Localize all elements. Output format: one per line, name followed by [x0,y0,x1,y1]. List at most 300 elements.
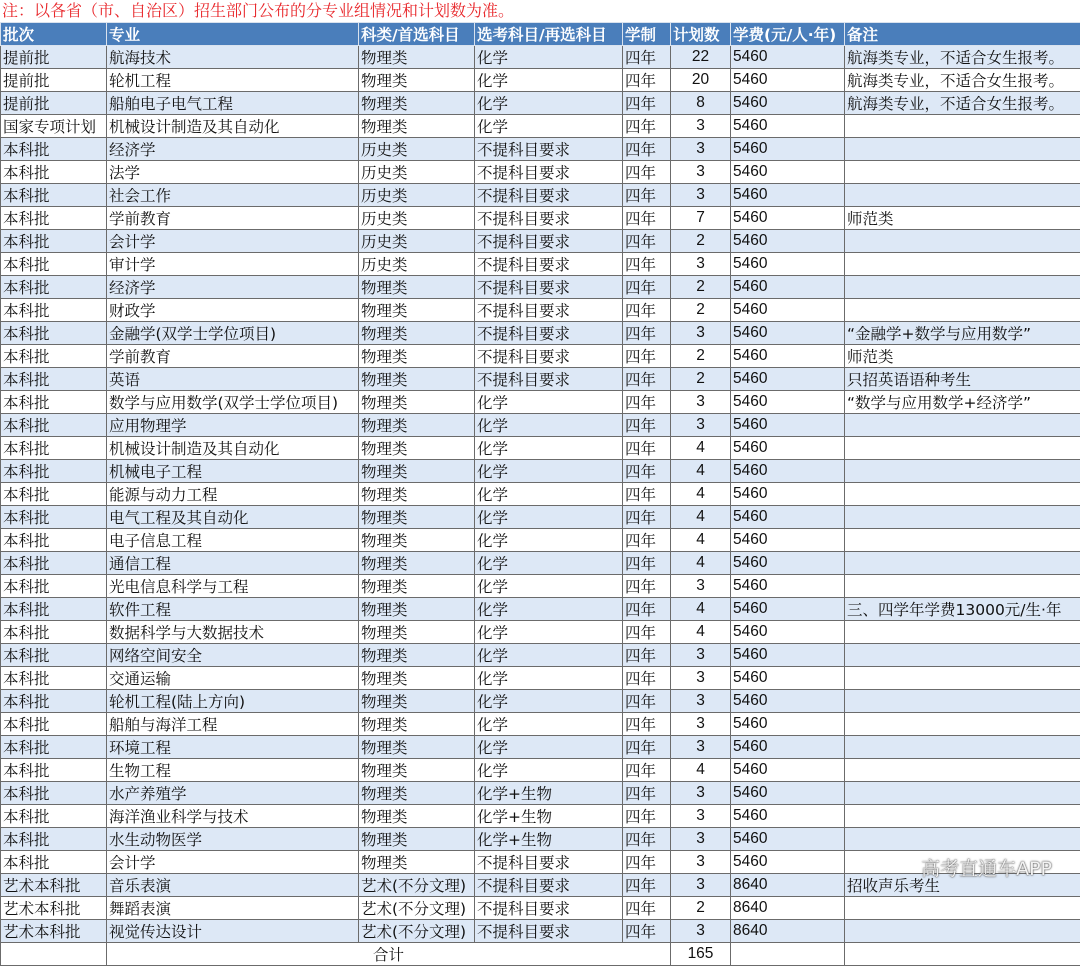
cell-elective-subjects: 化学 [475,736,623,759]
cell-major: 光电信息科学与工程 [107,575,359,598]
cell-batch: 本科批 [1,782,107,805]
cell-remarks: 师范类 [845,345,1080,368]
cell-remarks [845,667,1080,690]
cell-remarks [845,414,1080,437]
table-row [1,322,1080,345]
cell-duration: 四年 [623,529,671,552]
cell-batch: 提前批 [1,46,107,69]
table-row [1,529,1080,552]
table-row [1,414,1080,437]
cell-major: 轮机工程 [107,69,359,92]
total-row [1,943,1080,966]
cell-tuition: 5460 [731,598,845,621]
cell-batch: 本科批 [1,621,107,644]
cell-plan-count: 3 [671,414,731,437]
cell-elective-subjects: 化学+生物 [475,782,623,805]
cell-batch: 提前批 [1,69,107,92]
cell-duration: 四年 [623,782,671,805]
cell-subject-category: 历史类 [359,253,475,276]
cell-tuition: 5460 [731,552,845,575]
cell-elective-subjects: 化学 [475,391,623,414]
cell-plan-count: 4 [671,621,731,644]
cell-tuition: 5460 [731,161,845,184]
cell-batch: 本科批 [1,575,107,598]
cell-elective-subjects: 不提科目要求 [475,161,623,184]
cell-subject-category: 物理类 [359,644,475,667]
cell-remarks [845,552,1080,575]
column-header-major: 专业 [107,23,359,46]
cell-tuition: 5460 [731,138,845,161]
cell-batch: 本科批 [1,391,107,414]
table-row [1,437,1080,460]
column-header-tuition: 学费(元/人·年) [731,23,845,46]
cell-subject-category: 物理类 [359,529,475,552]
cell-duration: 四年 [623,138,671,161]
cell-major: 机械设计制造及其自动化 [107,437,359,460]
cell-elective-subjects: 化学 [475,667,623,690]
cell-plan-count: 20 [671,69,731,92]
cell-duration: 四年 [623,506,671,529]
cell-plan-count: 3 [671,253,731,276]
cell-major: 网络空间安全 [107,644,359,667]
cell-plan-count: 3 [671,322,731,345]
table-row [1,598,1080,621]
cell-remarks: 航海类专业，不适合女生报考。 [845,69,1080,92]
cell-subject-category: 物理类 [359,575,475,598]
cell-duration: 四年 [623,253,671,276]
cell-duration: 四年 [623,874,671,897]
cell-duration: 四年 [623,897,671,920]
cell-plan-count: 2 [671,345,731,368]
cell-major: 金融学(双学士学位项目) [107,322,359,345]
cell-elective-subjects: 化学 [475,69,623,92]
cell-duration: 四年 [623,460,671,483]
cell-remarks: “金融学+数学与应用数学” [845,322,1080,345]
cell-plan-count: 2 [671,276,731,299]
cell-duration: 四年 [623,345,671,368]
cell-major: 音乐表演 [107,874,359,897]
cell-tuition: 5460 [731,644,845,667]
cell-duration: 四年 [623,69,671,92]
cell-batch: 本科批 [1,690,107,713]
cell-elective-subjects: 化学+生物 [475,828,623,851]
cell-remarks: 航海类专业，不适合女生报考。 [845,92,1080,115]
cell-major: 经济学 [107,276,359,299]
cell-subject-category: 物理类 [359,391,475,414]
cell-plan-count: 8 [671,92,731,115]
cell-elective-subjects: 不提科目要求 [475,230,623,253]
cell-subject-category: 物理类 [359,460,475,483]
cell-remarks [845,920,1080,943]
cell-remarks: 三、四学年学费13000元/生·年 [845,598,1080,621]
cell-tuition: 5460 [731,69,845,92]
admission-plan-table [0,22,1080,966]
cell-batch: 提前批 [1,92,107,115]
cell-plan-count: 4 [671,529,731,552]
cell-elective-subjects: 化学+生物 [475,805,623,828]
table-row [1,299,1080,322]
table-row [1,575,1080,598]
table-row [1,782,1080,805]
table-row [1,483,1080,506]
cell-batch: 本科批 [1,138,107,161]
cell-major: 社会工作 [107,184,359,207]
total-label: 合计 [107,943,671,966]
cell-elective-subjects: 不提科目要求 [475,874,623,897]
table-row [1,391,1080,414]
cell-remarks [845,644,1080,667]
cell-duration: 四年 [623,115,671,138]
cell-tuition: 5460 [731,690,845,713]
table-row [1,897,1080,920]
cell-batch: 本科批 [1,483,107,506]
cell-duration: 四年 [623,391,671,414]
cell-subject-category: 物理类 [359,736,475,759]
table-row [1,253,1080,276]
table-row [1,690,1080,713]
note-text: 注：以各省（市、自治区）招生部门公布的分专业组情况和计划数为准。 [0,0,1080,22]
table-row [1,552,1080,575]
cell-duration: 四年 [623,414,671,437]
cell-major: 生物工程 [107,759,359,782]
cell-plan-count: 3 [671,391,731,414]
cell-remarks [845,736,1080,759]
cell-tuition: 5460 [731,506,845,529]
cell-batch: 本科批 [1,805,107,828]
cell-remarks [845,460,1080,483]
cell-subject-category: 艺术(不分文理) [359,874,475,897]
cell-elective-subjects: 化学 [475,690,623,713]
cell-major: 经济学 [107,138,359,161]
cell-remarks [845,161,1080,184]
cell-batch: 本科批 [1,851,107,874]
cell-plan-count: 4 [671,460,731,483]
cell-tuition: 5460 [731,713,845,736]
cell-elective-subjects: 化学 [475,414,623,437]
cell-tuition: 5460 [731,299,845,322]
cell-tuition: 8640 [731,897,845,920]
cell-elective-subjects: 化学 [475,115,623,138]
table-row [1,667,1080,690]
cell-duration: 四年 [623,598,671,621]
cell-tuition: 8640 [731,874,845,897]
cell-batch: 本科批 [1,828,107,851]
cell-batch: 艺术本科批 [1,874,107,897]
cell-duration: 四年 [623,920,671,943]
table-row [1,92,1080,115]
cell-major: 会计学 [107,851,359,874]
cell-batch: 艺术本科批 [1,920,107,943]
cell-elective-subjects: 不提科目要求 [475,345,623,368]
cell-remarks [845,782,1080,805]
cell-duration: 四年 [623,644,671,667]
cell-duration: 四年 [623,322,671,345]
cell-batch: 本科批 [1,184,107,207]
cell-empty [845,943,1080,966]
table-row [1,805,1080,828]
cell-tuition: 5460 [731,828,845,851]
cell-plan-count: 2 [671,368,731,391]
cell-major: 环境工程 [107,736,359,759]
cell-tuition: 5460 [731,368,845,391]
cell-remarks: 航海类专业，不适合女生报考。 [845,46,1080,69]
cell-remarks [845,483,1080,506]
cell-duration: 四年 [623,207,671,230]
table-row [1,736,1080,759]
cell-plan-count: 3 [671,644,731,667]
table-row [1,460,1080,483]
cell-major: 通信工程 [107,552,359,575]
cell-tuition: 5460 [731,667,845,690]
cell-subject-category: 历史类 [359,230,475,253]
cell-duration: 四年 [623,690,671,713]
cell-duration: 四年 [623,437,671,460]
cell-batch: 本科批 [1,253,107,276]
cell-major: 舞蹈表演 [107,897,359,920]
cell-major: 法学 [107,161,359,184]
cell-batch: 本科批 [1,299,107,322]
cell-major: 学前教育 [107,345,359,368]
cell-subject-category: 物理类 [359,759,475,782]
cell-plan-count: 3 [671,115,731,138]
cell-batch: 本科批 [1,552,107,575]
cell-elective-subjects: 化学 [475,437,623,460]
cell-batch: 本科批 [1,529,107,552]
cell-tuition: 5460 [731,391,845,414]
cell-batch: 本科批 [1,506,107,529]
cell-batch: 本科批 [1,345,107,368]
column-header-remarks: 备注 [845,23,1080,46]
cell-subject-category: 物理类 [359,598,475,621]
cell-tuition: 5460 [731,529,845,552]
cell-plan-count: 4 [671,437,731,460]
cell-major: 应用物理学 [107,414,359,437]
cell-duration: 四年 [623,161,671,184]
cell-duration: 四年 [623,828,671,851]
cell-tuition: 5460 [731,230,845,253]
column-header-duration: 学制 [623,23,671,46]
table-row [1,138,1080,161]
cell-major: 交通运输 [107,667,359,690]
watermark: 高考直通车APP [921,854,1052,881]
cell-remarks [845,759,1080,782]
cell-remarks [845,276,1080,299]
cell-plan-count: 3 [671,782,731,805]
cell-subject-category: 历史类 [359,161,475,184]
cell-plan-count: 3 [671,805,731,828]
cell-plan-count: 3 [671,184,731,207]
cell-duration: 四年 [623,368,671,391]
cell-subject-category: 物理类 [359,713,475,736]
cell-tuition: 5460 [731,805,845,828]
cell-subject-category: 物理类 [359,828,475,851]
table-row [1,851,1080,874]
cell-elective-subjects: 不提科目要求 [475,851,623,874]
cell-duration: 四年 [623,736,671,759]
cell-remarks [845,506,1080,529]
cell-plan-count: 3 [671,138,731,161]
cell-plan-count: 22 [671,46,731,69]
cell-elective-subjects: 化学 [475,552,623,575]
cell-remarks [845,138,1080,161]
cell-plan-count: 3 [671,575,731,598]
cell-tuition: 5460 [731,851,845,874]
cell-subject-category: 物理类 [359,322,475,345]
cell-batch: 本科批 [1,598,107,621]
total-value: 165 [671,943,731,966]
cell-subject-category: 历史类 [359,207,475,230]
cell-duration: 四年 [623,184,671,207]
cell-duration: 四年 [623,575,671,598]
table-row [1,207,1080,230]
cell-tuition: 5460 [731,92,845,115]
cell-remarks [845,897,1080,920]
cell-duration: 四年 [623,621,671,644]
cell-plan-count: 2 [671,897,731,920]
cell-major: 船舶电子电气工程 [107,92,359,115]
cell-duration: 四年 [623,299,671,322]
cell-duration: 四年 [623,805,671,828]
cell-tuition: 5460 [731,46,845,69]
cell-subject-category: 物理类 [359,414,475,437]
cell-major: 船舶与海洋工程 [107,713,359,736]
cell-remarks [845,115,1080,138]
cell-major: 学前教育 [107,207,359,230]
cell-subject-category: 物理类 [359,69,475,92]
cell-subject-category: 物理类 [359,667,475,690]
cell-batch: 本科批 [1,667,107,690]
cell-subject-category: 艺术(不分文理) [359,920,475,943]
cell-batch: 本科批 [1,736,107,759]
cell-plan-count: 3 [671,828,731,851]
cell-plan-count: 7 [671,207,731,230]
cell-elective-subjects: 化学 [475,644,623,667]
cell-subject-category: 历史类 [359,138,475,161]
cell-tuition: 5460 [731,460,845,483]
cell-elective-subjects: 不提科目要求 [475,897,623,920]
cell-major: 能源与动力工程 [107,483,359,506]
cell-batch: 本科批 [1,368,107,391]
cell-tuition: 5460 [731,621,845,644]
cell-tuition: 5460 [731,414,845,437]
table-row [1,713,1080,736]
cell-tuition: 5460 [731,207,845,230]
table-row [1,506,1080,529]
column-header-subject-category: 科类/首选科目 [359,23,475,46]
cell-major: 海洋渔业科学与技术 [107,805,359,828]
cell-plan-count: 2 [671,299,731,322]
cell-major: 电气工程及其自动化 [107,506,359,529]
cell-subject-category: 物理类 [359,115,475,138]
cell-subject-category: 物理类 [359,276,475,299]
cell-subject-category: 艺术(不分文理) [359,897,475,920]
cell-plan-count: 3 [671,736,731,759]
cell-elective-subjects: 不提科目要求 [475,920,623,943]
cell-batch: 本科批 [1,161,107,184]
cell-batch: 本科批 [1,276,107,299]
cell-empty [731,943,845,966]
cell-remarks [845,828,1080,851]
column-header-batch: 批次 [1,23,107,46]
cell-tuition: 5460 [731,345,845,368]
cell-elective-subjects: 不提科目要求 [475,368,623,391]
table-header-row [1,23,1080,46]
cell-elective-subjects: 不提科目要求 [475,138,623,161]
table-row [1,161,1080,184]
cell-subject-category: 物理类 [359,368,475,391]
cell-batch: 本科批 [1,322,107,345]
cell-major: 视觉传达设计 [107,920,359,943]
table-row [1,874,1080,897]
cell-subject-category: 物理类 [359,506,475,529]
cell-tuition: 5460 [731,184,845,207]
cell-subject-category: 物理类 [359,345,475,368]
column-header-plan-count: 计划数 [671,23,731,46]
table-row [1,184,1080,207]
cell-remarks [845,230,1080,253]
cell-tuition: 5460 [731,575,845,598]
cell-major: 审计学 [107,253,359,276]
table-row [1,276,1080,299]
cell-major: 轮机工程(陆上方向) [107,690,359,713]
cell-remarks: “数学与应用数学+经济学” [845,391,1080,414]
cell-major: 机械设计制造及其自动化 [107,115,359,138]
cell-tuition: 5460 [731,253,845,276]
cell-elective-subjects: 化学 [475,759,623,782]
table-row [1,759,1080,782]
cell-plan-count: 4 [671,552,731,575]
cell-subject-category: 物理类 [359,437,475,460]
cell-batch: 本科批 [1,759,107,782]
cell-plan-count: 3 [671,920,731,943]
cell-elective-subjects: 不提科目要求 [475,322,623,345]
cell-remarks: 招收声乐考生 [845,874,1080,897]
cell-subject-category: 物理类 [359,552,475,575]
cell-batch: 艺术本科批 [1,897,107,920]
cell-subject-category: 物理类 [359,299,475,322]
cell-duration: 四年 [623,667,671,690]
cell-duration: 四年 [623,759,671,782]
cell-major: 航海技术 [107,46,359,69]
cell-remarks [845,184,1080,207]
table-row [1,115,1080,138]
cell-tuition: 5460 [731,759,845,782]
table-row [1,345,1080,368]
cell-duration: 四年 [623,46,671,69]
table-row [1,368,1080,391]
cell-duration: 四年 [623,276,671,299]
cell-elective-subjects: 不提科目要求 [475,276,623,299]
cell-subject-category: 物理类 [359,46,475,69]
cell-major: 英语 [107,368,359,391]
cell-major: 财政学 [107,299,359,322]
table-row [1,920,1080,943]
cell-tuition: 5460 [731,115,845,138]
cell-subject-category: 物理类 [359,483,475,506]
cell-plan-count: 3 [671,851,731,874]
cell-elective-subjects: 不提科目要求 [475,207,623,230]
cell-plan-count: 4 [671,759,731,782]
cell-subject-category: 物理类 [359,690,475,713]
cell-remarks [845,575,1080,598]
cell-elective-subjects: 化学 [475,529,623,552]
cell-remarks [845,437,1080,460]
cell-batch: 本科批 [1,207,107,230]
cell-elective-subjects: 化学 [475,483,623,506]
cell-remarks [845,805,1080,828]
cell-plan-count: 3 [671,667,731,690]
cell-plan-count: 4 [671,483,731,506]
